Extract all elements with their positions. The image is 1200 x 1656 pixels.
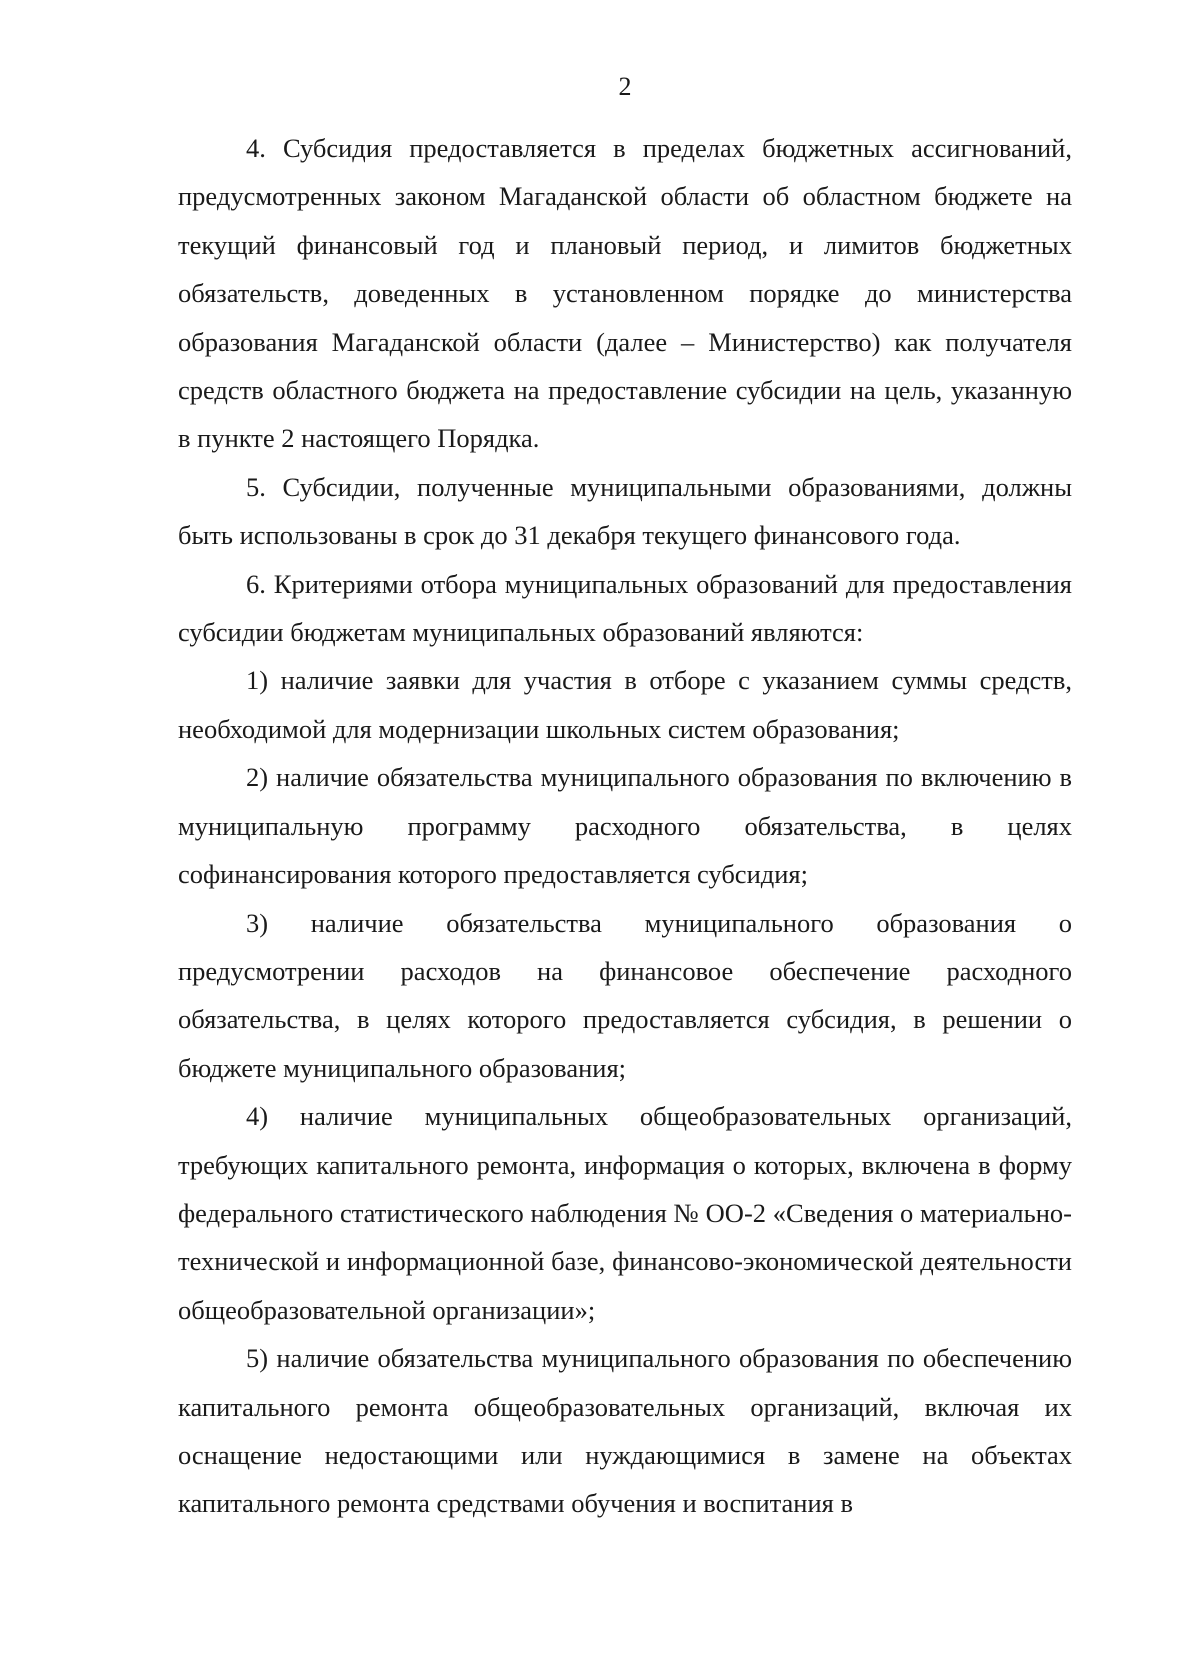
criterion-4: 4) наличие муниципальных общеобразовательных организаций, требующих капитального ремонта, информация о которых, включена в форму федерального статистического наблюдения № ОО-2 «Сведения о материально-технической и информационной базе, финансово-экономической деятельности общеобразовательной организации»; [178,1101,1072,1325]
criterion-5: 5) наличие обязательства муниципального образования по обеспечению капитального ремонта общеобразовательных организаций, включая их оснащение недостающими или нуждающимися в замене на объектах капитального ремонта средствами обучения и воспитания в [178,1343,1072,1519]
paragraph-5-usage-deadline: 5. Субсидии, полученные муниципальными образованиями, должны быть использованы в срок до 31 декабря текущего финансового года. [178,471,1072,551]
paragraph-4-subsidy-limits: 4. Субсидия предоставляется в пределах бюджетных ассигнований, предусмотренных законом Магаданской области об областном бюджете на текущий финансовый год и плановый период, и лимитов бюджетных обязательств, доведенных в установленном порядке до министерства образования Магаданской области (далее – Министерство) как получателя средств областного бюджета на предоставление субсидии на цель, указанную в пункте 2 настоящего Порядка. [178,133,1072,454]
document-body [178,124,1072,1528]
paragraph-6-selection-criteria: 6. Критериями отбора муниципальных образований для предоставления субсидии бюджетам муниципальных образований являются: [178,568,1072,648]
page-number: 2 [618,72,632,101]
criterion-2: 2) наличие обязательства муниципального образования по включению в муниципальную программу расходного обязательства, в целях софинансирования которого предоставляется субсидия; [178,762,1072,890]
criterion-1: 1) наличие заявки для участия в отборе с указанием суммы средств, необходимой для модернизации школьных систем образования; [178,665,1072,744]
criterion-3: 3) наличие обязательства муниципального образования о предусмотрении расходов на финансовое обеспечение расходного обязательства, в целях которого предоставляется субсидия, в решении о бюджете муниципального образования; [178,907,1072,1083]
